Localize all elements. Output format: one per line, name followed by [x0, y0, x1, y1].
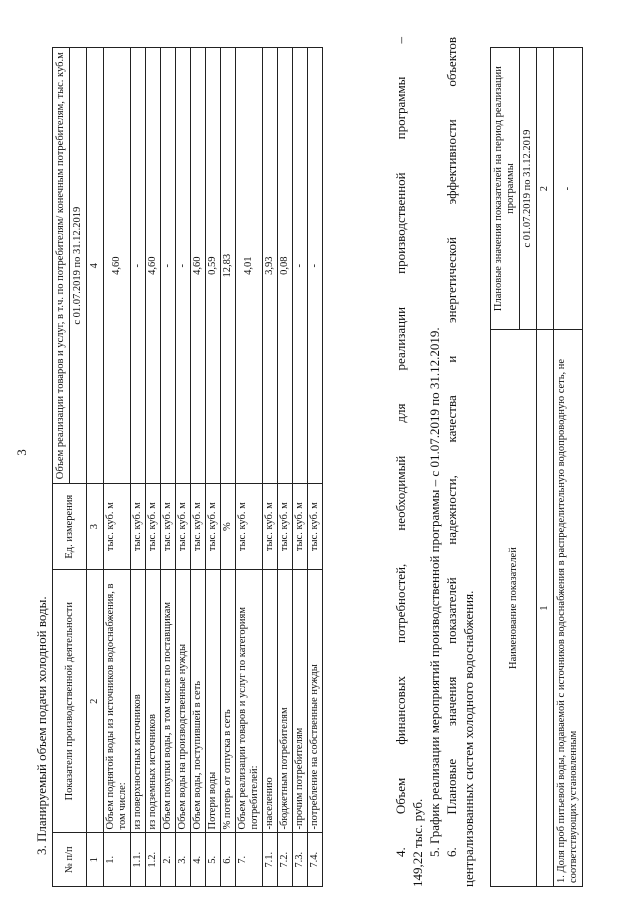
table2-header-period: с 01.07.2019 по 31.12.2019 — [520, 48, 537, 330]
colnum-1: 1 — [87, 833, 104, 887]
row-num: 7. — [236, 833, 263, 887]
table2-row-value: - — [554, 48, 583, 330]
row-unit: тыс. куб. м — [131, 484, 146, 569]
header-num: № п/п — [53, 833, 87, 887]
row-unit: тыс. куб. м — [104, 484, 131, 569]
table-row — [221, 48, 236, 887]
row-name: % потерь от отпуска в сеть — [221, 569, 236, 833]
row-value: 0,59 — [206, 48, 221, 484]
table2-colnum-1: 1 — [537, 330, 554, 887]
row-name: -бюджетным потребителям — [278, 569, 293, 833]
table-body — [104, 48, 323, 887]
table2-colnum-2: 2 — [537, 48, 554, 330]
row-name: Потери воды — [206, 569, 221, 833]
row-name: -потребление на собственные нужды — [308, 569, 323, 833]
row-num: 1. — [104, 833, 131, 887]
indicators-table — [490, 47, 583, 887]
row-unit: тыс. куб. м — [176, 484, 191, 569]
table-header-row — [53, 48, 70, 887]
table2-header-row — [491, 48, 520, 887]
row-value: 12,83 — [221, 48, 236, 484]
row-value: - — [161, 48, 176, 484]
table2-row-name: 1. Доля проб питьевой воды, подаваемой с источников водоснабжения в распределительную водопроводную сеть, не соответствующих установленным — [554, 330, 583, 887]
row-name: Объем реализации товаров и услуг по категориям потребителей: — [236, 569, 263, 833]
item-6-line-2: централизованных систем холодного водоснабжения. — [461, 590, 476, 887]
row-name: Объем воды, поступившей в сеть — [191, 569, 206, 833]
row-value: 4,60 — [104, 48, 131, 484]
row-num: 7.2. — [278, 833, 293, 887]
row-unit: тыс. куб. м — [263, 484, 278, 569]
header-name: Показатели производственной деятельности — [53, 569, 87, 833]
item-6-line-1: 6. Плановые значения показателей надежности, качества и энергетической эффективности объектов — [444, 37, 459, 857]
header-unit: Ед. измерения — [53, 484, 87, 569]
water-volume-table — [52, 47, 323, 887]
row-unit: тыс. куб. м — [278, 484, 293, 569]
row-num: 7.4. — [308, 833, 323, 887]
table-row — [104, 48, 131, 887]
table-row — [278, 48, 293, 887]
row-name: Объем поднятой воды из источников водоснабжения, в том числе: — [104, 569, 131, 833]
row-name: из поверхностных источников — [131, 569, 146, 833]
table-row — [554, 48, 583, 887]
colnum-4: 4 — [87, 48, 104, 484]
row-name: -прочим потребителям — [293, 569, 308, 833]
row-unit: тыс. куб. м — [308, 484, 323, 569]
table-row — [131, 48, 146, 887]
row-num: 2. — [161, 833, 176, 887]
table-row — [293, 48, 308, 887]
row-num: 4. — [191, 833, 206, 887]
colnum-3: 3 — [87, 484, 104, 569]
row-value: 4,60 — [146, 48, 161, 484]
table-row — [176, 48, 191, 887]
row-name: -населению — [263, 569, 278, 833]
row-unit: тыс. куб. м — [146, 484, 161, 569]
header-period: с 01.07.2019 по 31.12.2019 — [70, 48, 87, 484]
row-value: - — [176, 48, 191, 484]
table-colnum-row — [87, 48, 104, 887]
table-row — [161, 48, 176, 887]
table-row — [146, 48, 161, 887]
row-value: - — [293, 48, 308, 484]
row-name: из подземных источников — [146, 569, 161, 833]
table-row — [263, 48, 278, 887]
row-num: 3. — [176, 833, 191, 887]
row-num: 5. — [206, 833, 221, 887]
row-value: 4,01 — [236, 48, 263, 484]
item-4-line-1: 4. Объем финансовых потребностей, необходимый для реализации производственной программы – — [393, 37, 408, 857]
table-row — [191, 48, 206, 887]
item-5: 5. График реализации мероприятий производственной программы – с 01.07.2019 по 31.12.2019. — [427, 327, 442, 857]
row-num: 6. — [221, 833, 236, 887]
row-num: 1.1. — [131, 833, 146, 887]
program-items — [392, 37, 477, 887]
row-unit: тыс. куб. м — [161, 484, 176, 569]
page-number: 3 — [14, 449, 29, 456]
row-value: - — [131, 48, 146, 484]
row-value: 3,93 — [263, 48, 278, 484]
table2-header-name: Наименование показателей — [491, 330, 537, 887]
table-row — [308, 48, 323, 887]
table2-header-value: Плановые значения показателей на период реализации программы — [491, 48, 520, 330]
table-row — [236, 48, 263, 887]
section-title: 3. Планируемый объем подачи холодной воды. — [34, 596, 49, 855]
row-num: 7.1. — [263, 833, 278, 887]
row-unit: тыс. куб. м — [191, 484, 206, 569]
row-num: 7.3. — [293, 833, 308, 887]
row-name: Объем покупки воды, в том числе по поставщикам — [161, 569, 176, 833]
item-4-line-2: 149,22 тыс. руб. — [410, 798, 425, 887]
row-value: 4,60 — [191, 48, 206, 484]
row-value: - — [308, 48, 323, 484]
row-name: Объем воды на производственные нужды — [176, 569, 191, 833]
row-unit: тыс. куб. м — [206, 484, 221, 569]
table2-colnum-row — [537, 48, 554, 887]
row-unit: % — [221, 484, 236, 569]
row-unit: тыс. куб. м — [293, 484, 308, 569]
colnum-2: 2 — [87, 569, 104, 833]
row-unit: тыс. куб. м — [236, 484, 263, 569]
header-value: Объем реализации товаров и услуг, в т.ч. по потребителям/ конечным потребителям, тыс. куб.м — [53, 48, 70, 484]
row-num: 1.2. — [146, 833, 161, 887]
row-value: 0,08 — [278, 48, 293, 484]
table-row — [206, 48, 221, 887]
